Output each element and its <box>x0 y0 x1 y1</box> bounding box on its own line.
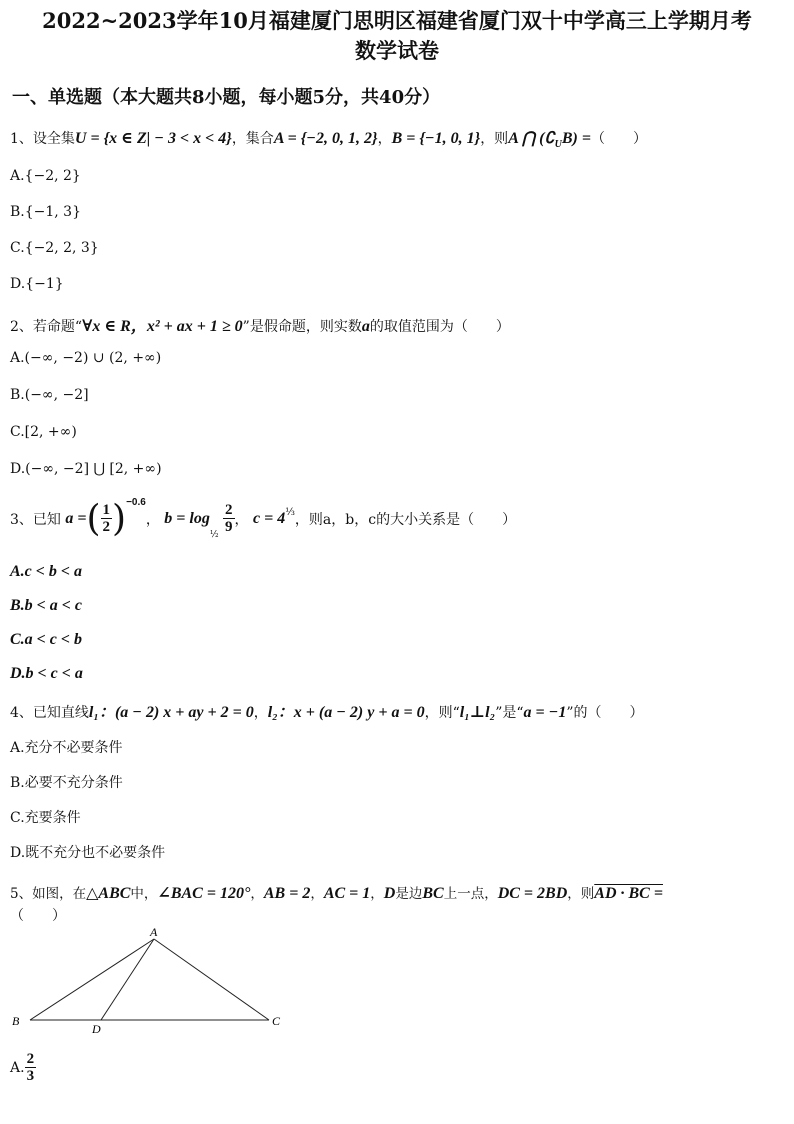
q2-option-a: A.(−∞, −2) ∪ (2, +∞) <box>10 350 162 366</box>
q5-option-a-fraction <box>25 1052 37 1084</box>
q5-triangle: △ABC <box>86 885 131 902</box>
question-1 <box>10 128 647 150</box>
q4-line-1: l₁：(a − 2) x + ay + 2 = 0 <box>88 704 254 721</box>
q1-answer-blank: （ ） <box>590 131 647 147</box>
q3-b-numerator: 2 <box>225 502 233 518</box>
q3-c-exponent: ⅓ <box>285 507 295 518</box>
q5-vector-expression: AD · BC = <box>594 885 663 902</box>
q4-condition-2: a = −1 <box>523 704 567 721</box>
q2-text: ”是假命题，则实数 <box>242 319 362 335</box>
q2-option-c: C.[2, +∞) <box>10 424 77 440</box>
page-title <box>8 6 786 66</box>
q4-line-2: l₂：x + (a − 2) y + a = 0 <box>267 704 425 721</box>
q2-option-b: B.(−∞, −2] <box>10 387 89 403</box>
q3-right-paren: ) <box>112 498 127 540</box>
q5-angle: ∠BAC = 120° <box>157 885 251 902</box>
q3-option-d-text: D.b < c < a <box>10 665 83 682</box>
segment-ad <box>101 939 154 1020</box>
q2-option-d: D.(−∞, −2] ⋃ [2, +∞) <box>10 461 162 477</box>
vertex-label-c: C <box>272 1014 281 1028</box>
q3-c-lhs: c = 4 <box>253 510 286 527</box>
q1-expression-end: B) = <box>561 130 591 147</box>
q5-bc: BC <box>422 885 444 902</box>
q5-option-a-prefix: A. <box>10 1060 25 1076</box>
q4-option-b: B.必要不充分条件 <box>10 775 123 791</box>
vertex-label-b: B <box>12 1014 20 1028</box>
triangle-diagram <box>8 922 308 1037</box>
q4-condition: l₁⊥l₂ <box>459 704 496 721</box>
q3-a-lhs: a = <box>65 510 87 527</box>
q5-dc: DC = 2BD <box>497 885 568 902</box>
q1-sep: ， <box>377 131 392 147</box>
q3-b-lhs: b = log <box>164 510 210 527</box>
q2-text-2: 的取值范围为（ ） <box>369 319 510 335</box>
q1-option-b: B.{−1, 3} <box>10 204 81 220</box>
question-5 <box>10 882 663 903</box>
q1-expression-sub: U <box>554 138 562 150</box>
q3-text: ，则a，b，c的大小关系是（ ） <box>294 512 517 528</box>
vertex-label-a: A <box>150 925 158 939</box>
segment-ab <box>30 939 154 1020</box>
q4-text-2: ”是“ <box>495 705 524 721</box>
q4-option-c: C.充要条件 <box>10 810 81 826</box>
q4-sep: ， <box>253 705 268 721</box>
q5-text-7: ，则 <box>567 886 595 902</box>
q5-text-5: 是边 <box>395 886 423 902</box>
q5-option-a-denominator: 3 <box>26 1068 35 1084</box>
title-line-2: 数学试卷 <box>355 38 439 63</box>
question-4 <box>10 699 644 722</box>
q3-a-fraction <box>101 503 113 535</box>
q3-prefix: 3、已知 <box>10 512 61 528</box>
q3-option-c-text: C.a < c < b <box>10 631 83 648</box>
section-heading: 一、单选题（本大题共8小题，每小题5分，共40分） <box>12 87 441 108</box>
q4-text: ，则“ <box>424 705 460 721</box>
q5-text-3: ， <box>310 886 324 902</box>
q3-b-fraction <box>223 503 235 535</box>
q5-prefix: 5、如图，在 <box>10 886 87 902</box>
q1-option-c: C.{−2, 2, 3} <box>10 240 99 256</box>
q2-expression: ∀x ∈ R，x² + ax + 1 ≥ 0 <box>82 318 243 335</box>
q1-text: ，集合 <box>231 131 274 147</box>
q1-prefix: 1、设全集 <box>10 131 75 147</box>
q4-text-3: ”的（ ） <box>566 705 644 721</box>
q5-option-a <box>10 1052 36 1084</box>
q3-option-b-text: B.b < a < c <box>10 597 83 614</box>
title-line-1: 2022~2023学年10月福建厦门思明区福建省厦门双十中学高三上学期月考 <box>42 8 752 33</box>
q5-ab: AB = 2 <box>263 885 311 902</box>
q1-expression: A ⋂ (∁ <box>508 130 555 147</box>
q5-text-4: ， <box>370 886 384 902</box>
q3-b-denominator: 9 <box>225 519 233 535</box>
q2-variable: a <box>361 318 370 335</box>
q3-a-numerator: 1 <box>102 502 111 518</box>
q4-option-a: A.充分不必要条件 <box>10 740 123 756</box>
q4-prefix: 4、已知直线 <box>10 705 89 721</box>
q5-d: D <box>383 885 396 902</box>
q5-option-a-numerator: 2 <box>26 1051 35 1067</box>
q1-option-a: A.{−2, 2} <box>10 168 81 184</box>
q1-set-a: A = {−2, 0, 1, 2} <box>273 130 378 147</box>
q1-text-2: ，则 <box>480 131 509 147</box>
q3-option-a <box>10 563 82 581</box>
q1-set-b: B = {−1, 0, 1} <box>391 130 481 147</box>
q3-a-exponent: −0.6 <box>126 497 146 508</box>
q3-option-d <box>10 665 83 683</box>
question-2 <box>10 313 510 336</box>
q3-left-paren: ( <box>86 498 101 540</box>
q2-prefix: 2、若命题“ <box>10 319 83 335</box>
q3-a-denominator: 2 <box>102 519 111 535</box>
q5-text-2: ， <box>250 886 264 902</box>
q4-option-d: D.既不充分也不必要条件 <box>10 845 166 861</box>
q5-text-6: 上一点， <box>443 886 498 902</box>
segment-ac <box>154 939 269 1020</box>
q3-option-a-text: A.c < b < a <box>10 563 83 580</box>
q3-b-base: ½ <box>209 530 219 540</box>
q1-option-d: D.{−1} <box>10 276 64 292</box>
vertex-label-d: D <box>92 1022 101 1036</box>
q3-option-b <box>10 597 82 615</box>
q5-answer-blank: （ ） <box>10 908 66 924</box>
q3-option-c <box>10 631 82 649</box>
question-3: 3、已知 a =( $\frac{1}{2}$ )$^{-0.6}$， $b = \log_{\frac{1}{2}}$ $\frac{2}{9}$ ， $c = 4^{\frac{1}{3}}$，则a，b，c的大小关系是（ ） <box>10 497 517 540</box>
q1-set-u: U = {x ∈ Z| − 3 < x < 4} <box>74 130 232 147</box>
q5-text-1: 中， <box>130 886 158 902</box>
q5-ac: AC = 1 <box>323 885 371 902</box>
